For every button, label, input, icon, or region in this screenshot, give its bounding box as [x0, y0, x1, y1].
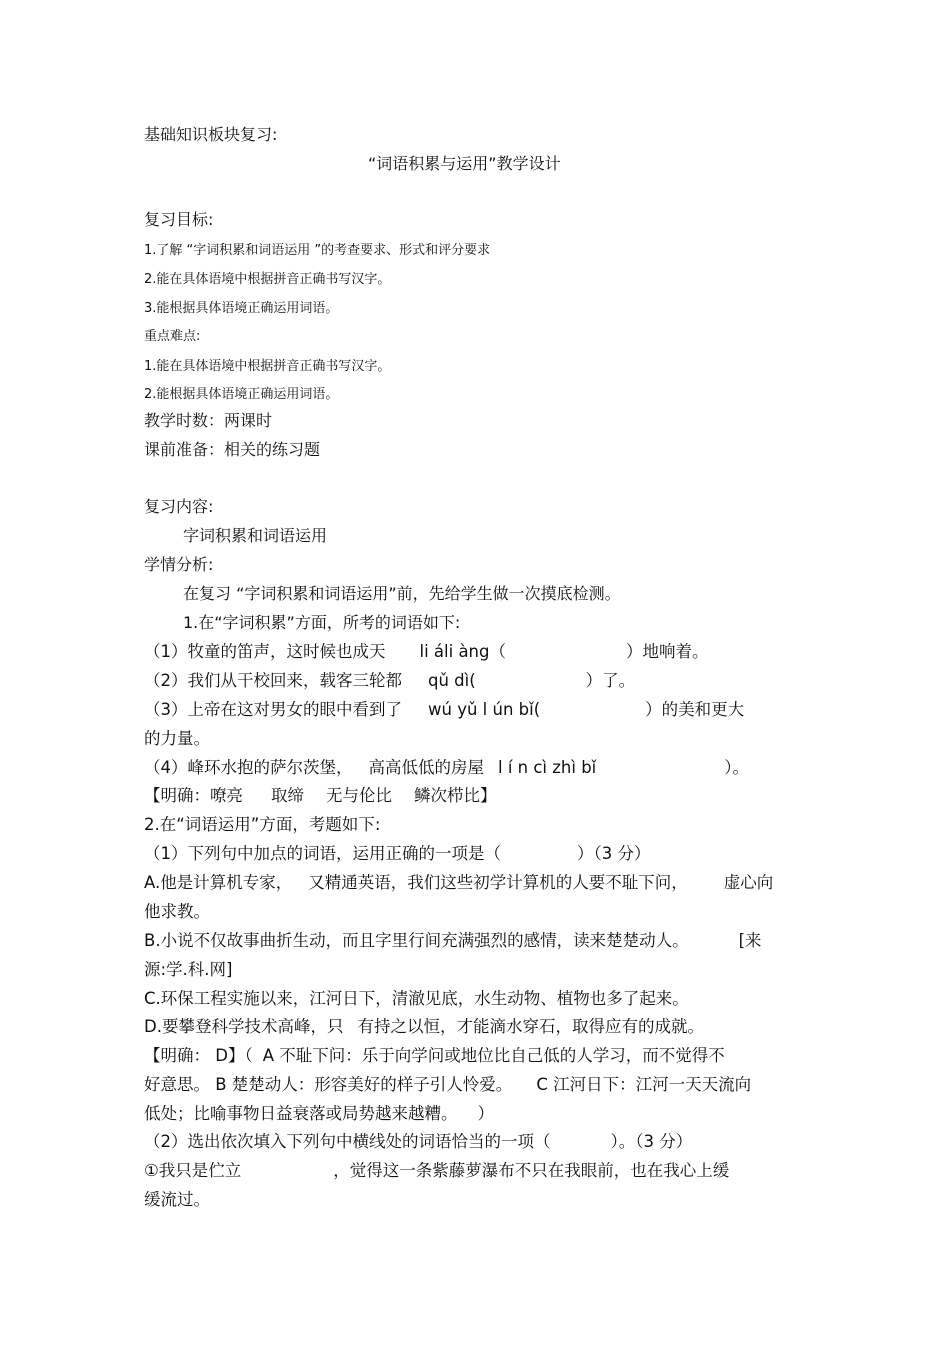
option-text: B.小说不仅故事曲折生动，而且字里行间充满强烈的感情，读来楚楚动人。: [144, 931, 689, 950]
question-2: [144, 673, 635, 690]
question-text-end: ）的美和更大: [645, 700, 745, 719]
section-label: 基础知识板块复习:: [144, 125, 278, 144]
option-c: C.环保工程实施以来，江河日下，清澈见底，水生动物、植物也多了起来。: [144, 989, 689, 1008]
blank-open: (: [533, 700, 541, 719]
pinyin: li áli àng: [419, 642, 490, 661]
option-a-cont: 他求教。: [144, 902, 210, 921]
sentence-text: ①我只是伫立: [144, 1161, 242, 1180]
option-text: 有持之以恒，才能滴水穿石，取得应有的成就。: [357, 1017, 704, 1036]
sentence-1-cont: 缓流过。: [144, 1190, 210, 1209]
question-text: （1）牧童的笛声，这时候也成天: [144, 642, 386, 661]
pinyin: wú yǔ l ún bǐ: [428, 700, 534, 719]
answer-text: 无与伦比: [326, 786, 392, 805]
key-point-item: 1.能在具体语境中根据拼音正确书写汉字。: [144, 359, 391, 374]
answer-2-line-3: [144, 1106, 494, 1123]
answer-text: 好意思。 B 楚楚动人：形容美好的样子引人怜爱。: [144, 1075, 513, 1094]
answer-text: ）: [477, 1104, 494, 1123]
option-d: [144, 1019, 704, 1036]
pinyin: l í n cì zhì bǐ: [498, 758, 597, 777]
analysis-heading: 学情分析:: [144, 555, 214, 574]
question-text: （4）峰环水抱的萨尔茨堡，: [144, 758, 353, 777]
answer-2-line-1: [144, 1048, 725, 1065]
key-points-heading: 重点难点:: [144, 329, 201, 344]
answer-text: A 不耻下问：乐于向学问或地位比自己低的人学习，而不觉得不: [262, 1046, 725, 1065]
goal-item: 2.能在具体语境中根据拼音正确书写汉字。: [144, 272, 391, 287]
content-heading: 复习内容:: [144, 497, 214, 516]
answer-text: C 江河日下：江河一天天流向: [536, 1075, 752, 1094]
question-text-end: ）。（3 分）: [610, 1132, 693, 1151]
question-text-end: ）了。: [585, 671, 636, 690]
teaching-hours: 教学时数：两课时: [144, 411, 273, 430]
option-b-cont: 源:学.科.网]: [144, 960, 233, 979]
question-text: 高高低低的房屋: [368, 758, 484, 777]
answer-2-line-2: [144, 1077, 751, 1094]
goal-item: 1.了解 “字词积累和词语运用 ”的考查要求、形式和评分要求: [144, 243, 491, 258]
sentence-text: ，觉得这一条紫藤萝瀑布不只在我眼前，也在我心上缓: [333, 1161, 730, 1180]
goals-heading: 复习目标:: [144, 210, 214, 229]
sentence-1: [144, 1163, 729, 1180]
mc-question-2: [144, 1134, 692, 1151]
question-text: （3）上帝在这对男女的眼中看到了: [144, 700, 402, 719]
answer-text: 【明确：嘹亮: [144, 786, 243, 805]
question-text-end: ）。: [724, 758, 750, 777]
answer-1: [144, 788, 497, 805]
answer-text: 取缔: [271, 786, 304, 805]
mc-question-1: [144, 846, 651, 863]
option-text: A.他是计算机专家，: [144, 873, 293, 892]
question-3: [144, 702, 744, 719]
question-text: （2）我们从干校回来，载客三轮都: [144, 671, 402, 690]
analysis-intro: 在复习 “字词积累和词语运用”前，先给学生做一次摸底检测。: [183, 584, 621, 603]
part2-heading: 2.在“词语运用”方面，考题如下:: [144, 815, 381, 834]
option-text: 虚心向: [723, 873, 774, 892]
key-point-item: 2.能根据具体语境正确运用词语。: [144, 387, 339, 402]
blank-open: (: [469, 671, 476, 690]
question-1: [144, 644, 708, 661]
option-text: 又精通英语，我们这些初学计算机的人要不耻下问，: [308, 873, 688, 892]
page-title: “词语积累与运用”教学设计: [368, 154, 561, 173]
question-text: （1）下列句中加点的词语，运用正确的一项是（: [144, 844, 501, 863]
pinyin: qǔ dì: [428, 671, 470, 690]
option-a: [144, 875, 773, 892]
part1-heading: 1.在“字词积累”方面，所考的词语如下:: [183, 613, 461, 632]
blank-open: （: [489, 642, 506, 661]
goal-item: 3.能根据具体语境正确运用词语。: [144, 301, 339, 316]
question-3-cont: 的力量。: [144, 729, 210, 748]
question-text: （2）选出依次填入下列句中横线处的词语恰当的一项（: [144, 1132, 551, 1151]
answer-text: 【明确： D】（: [144, 1046, 253, 1065]
question-text-end: ）（3 分）: [577, 844, 651, 863]
option-b: [144, 933, 762, 950]
question-4: [144, 760, 749, 777]
answer-text: 鳞次栉比】: [414, 786, 497, 805]
lesson-prep: 课前准备：相关的练习题: [144, 440, 321, 459]
option-text: [来: [738, 931, 762, 950]
question-text-end: ）地响着。: [625, 642, 709, 661]
content-topic: 字词积累和词语运用: [183, 526, 328, 545]
answer-text: 低处；比喻事物日益衰落或局势越来越糟。: [144, 1104, 458, 1123]
option-text: D.要攀登科学技术高峰，只: [144, 1017, 344, 1036]
